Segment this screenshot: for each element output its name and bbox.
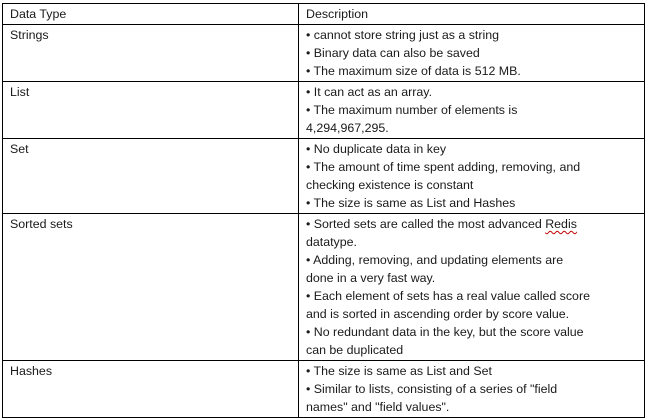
type-cell-set: Set	[3, 139, 299, 214]
description-line: • Binary data can also be saved	[306, 46, 480, 60]
description-line: • No redundant data in the key, but the score value	[306, 325, 584, 339]
description-line: • The maximum number of elements is	[306, 103, 518, 117]
description-line: done in a very fast way.	[306, 271, 436, 285]
table-row	[3, 214, 645, 361]
header-row	[3, 4, 645, 25]
description-line: datatype.	[306, 235, 357, 249]
type-cell-list: List	[3, 82, 299, 139]
description-cell-strings	[299, 25, 645, 82]
description-line: • cannot store string just as a string	[306, 28, 500, 42]
description-line: • The size is same as List and Set	[306, 364, 492, 378]
description-line: • The size is same as List and Hashes	[306, 196, 516, 210]
description-line: • Adding, removing, and updating elements are	[306, 253, 564, 267]
table-row	[3, 361, 645, 418]
description-line: • Each element of sets has a real value called score	[306, 289, 590, 303]
table-row	[3, 139, 645, 214]
table-edge-line	[2, 397, 3, 404]
table-row	[3, 82, 645, 139]
type-cell-hashes: Hashes	[3, 361, 299, 418]
description-line: • Similar to lists, consisting of a series of "field	[306, 382, 558, 396]
table-row	[3, 25, 645, 82]
description-line: can be duplicated	[306, 343, 404, 357]
description-cell-sorted-sets	[299, 214, 645, 361]
spellcheck-flagged-word: Redis	[545, 217, 577, 231]
type-cell-strings: Strings	[3, 25, 299, 82]
description-cell-hashes	[299, 361, 645, 418]
description-line: • The amount of time spent adding, removing, and	[306, 160, 581, 174]
description-cell-list	[299, 82, 645, 139]
description-cell-set	[299, 139, 645, 214]
description-line: • The maximum size of data is 512 MB.	[306, 64, 521, 78]
header-description: Description	[299, 4, 645, 25]
header-data-type: Data Type	[3, 4, 299, 25]
data-types-table	[2, 3, 645, 418]
description-line-text: • Sorted sets are called the most advanced	[306, 217, 546, 231]
description-line	[306, 215, 638, 233]
description-line: • It can act as an array.	[306, 85, 433, 99]
description-line: and is sorted in ascending order by score value.	[306, 307, 570, 321]
type-cell-sorted-sets: Sorted sets	[3, 214, 299, 361]
description-line: 4,294,967,295.	[306, 121, 389, 135]
description-line: checking existence is constant	[306, 178, 474, 192]
description-line: names" and "field values".	[306, 400, 450, 414]
description-line: • No duplicate data in key	[306, 142, 447, 156]
